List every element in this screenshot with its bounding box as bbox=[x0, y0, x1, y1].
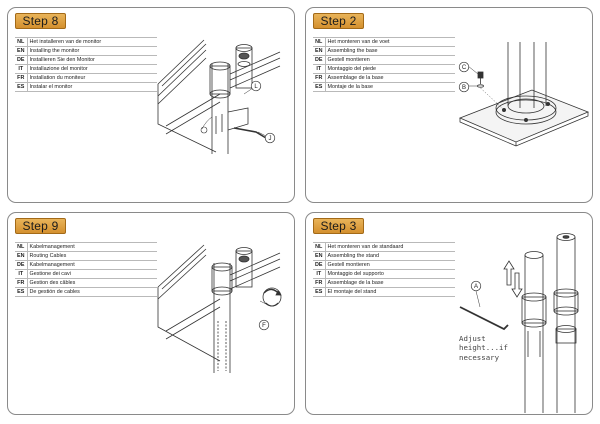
table-row: DE Kabelmanagement bbox=[15, 261, 157, 270]
table-row: IT Gestione dei cavi bbox=[15, 270, 157, 279]
table-row: FR Assemblage de la base bbox=[313, 279, 455, 288]
step8-panel bbox=[7, 7, 295, 203]
callout-b-icon bbox=[458, 81, 470, 93]
step3-panel bbox=[305, 212, 593, 415]
table-row: NL Kabelmanagement bbox=[15, 243, 157, 252]
step2-panel bbox=[305, 7, 593, 203]
table-row: DE Gestell montieren bbox=[313, 56, 455, 65]
table-row: IT Installazione del monitor bbox=[15, 65, 157, 74]
table-row: EN Routing Cables bbox=[15, 252, 157, 261]
table-row: ES Montaje de la base bbox=[313, 83, 455, 92]
callout-j-icon bbox=[264, 132, 276, 144]
step3-language-table bbox=[313, 242, 455, 297]
callout-l-icon bbox=[250, 80, 262, 92]
table-row: NL Het monteren van de standaard bbox=[313, 243, 455, 252]
table-row: DE Installieren Sie den Monitor bbox=[15, 56, 157, 65]
step9-badge: Step 9 bbox=[15, 218, 66, 234]
table-row: NL Het monteren van de voet bbox=[313, 38, 455, 47]
step3-badge: Step 3 bbox=[313, 218, 364, 234]
callout-c-icon bbox=[458, 61, 470, 73]
step8-badge: Step 8 bbox=[15, 13, 66, 29]
step9-illustration bbox=[156, 241, 286, 373]
table-row: FR Assemblage de la base bbox=[313, 74, 455, 83]
table-row: EN Assembling the base bbox=[313, 47, 455, 56]
table-row: IT Montaggio del piede bbox=[313, 65, 455, 74]
table-row: DE Gestell montieren bbox=[313, 261, 455, 270]
callout-a-icon bbox=[470, 280, 482, 292]
step2-badge: Step 2 bbox=[313, 13, 364, 29]
svg-text:J: J bbox=[268, 136, 272, 143]
table-row: ES De gestión de cables bbox=[15, 288, 157, 297]
adjust-height-note: Adjust height...if necessary bbox=[459, 334, 508, 362]
step8-language-table bbox=[15, 37, 157, 92]
step2-illustration bbox=[456, 42, 592, 160]
table-row: EN Assembling the stand bbox=[313, 252, 455, 261]
table-row: ES Instalar el monitor bbox=[15, 83, 157, 92]
step9-language-table bbox=[15, 242, 157, 297]
table-row: ES El montaje del stand bbox=[313, 288, 455, 297]
step2-language-table bbox=[313, 37, 455, 92]
table-row: FR Installation du moniteur bbox=[15, 74, 157, 83]
callout-f-icon bbox=[258, 319, 270, 331]
svg-text:C: C bbox=[461, 65, 467, 72]
svg-text:B: B bbox=[461, 85, 467, 92]
step3-illustration bbox=[456, 227, 586, 413]
table-row: FR Gestion des câbles bbox=[15, 279, 157, 288]
step9-panel bbox=[7, 212, 295, 415]
svg-text:F: F bbox=[262, 323, 266, 330]
svg-text:L: L bbox=[254, 84, 258, 91]
table-row: NL Het installeren van de monitor bbox=[15, 38, 157, 47]
svg-text:A: A bbox=[473, 284, 479, 291]
table-row: IT Montaggio del supporto bbox=[313, 270, 455, 279]
table-row: EN Installing the monitor bbox=[15, 47, 157, 56]
